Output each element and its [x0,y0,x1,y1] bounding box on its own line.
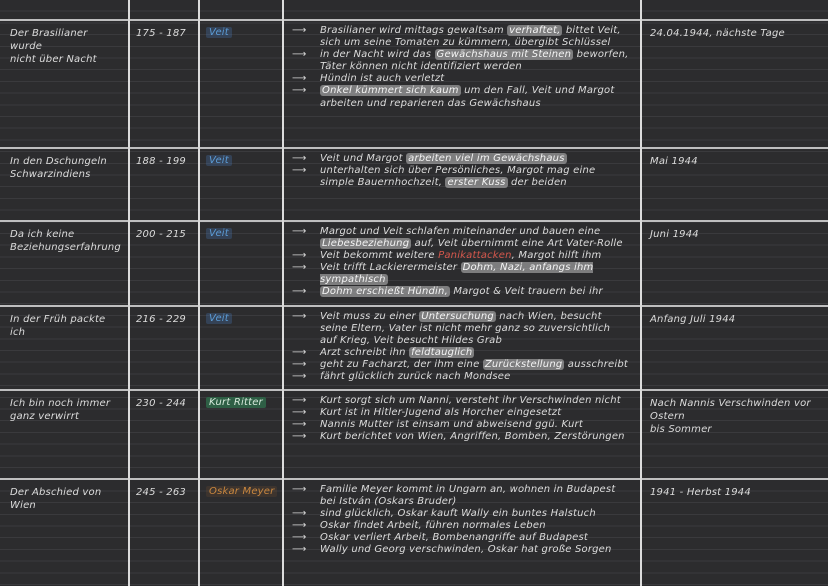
note-text: um den Fall, Veit und Margot [460,85,615,97]
note-text: Brasilianer wird mittags gewaltsam [320,25,508,36]
arrow-icon: ⟶ [292,431,307,443]
note-text: simple Bauernhochzeit, [320,177,446,189]
table-row [0,220,828,305]
bullet-item [292,73,636,85]
chapter-title: Ich bin noch immer ganz verwirrt [10,398,111,422]
chapter-title: Der Brasilianer wurde nicht über Nacht [10,28,97,65]
note-text: fährt glücklich zurück nach Mondsee [320,371,511,383]
bullet-list [282,147,640,220]
note-text: arbeiten und reparieren das Gewächshaus [320,97,541,109]
note-text: beworfen, [573,49,629,61]
note-text: bei István (Oskars Bruder) [320,496,457,508]
note-text: in der Nacht wird das [320,49,435,61]
highlighted-text: Liebesbeziehung [322,238,410,250]
highlighted-text: Untersuchung [421,311,494,322]
character-cell [198,389,282,478]
bullet-item [292,311,636,347]
bullet-item [292,544,636,556]
bullet-item [292,226,636,250]
arrow-icon: ⟶ [292,532,307,544]
character-name: Veit [206,27,232,38]
date-range: Anfang Juli 1944 [650,314,736,325]
bullet-item [292,359,636,371]
character-name: Kurt Ritter [206,397,266,408]
table-row [0,19,828,147]
bullet-item [292,153,636,165]
highlighted-text: Dohm, Nazi, anfangs ihm sympathisch [320,262,594,286]
red-text: Panikattacken [438,250,512,262]
note-text: , Margot hilft ihm [511,250,602,262]
note-text: Veit bekommt weitere [320,250,439,262]
table-row [0,147,828,220]
chapter-title: In der Früh packte ich [10,314,106,338]
arrow-icon: ⟶ [292,520,307,532]
page-range: 230 - 244 [136,398,186,409]
note-text: ausschreibt [564,359,629,371]
note-text: Margot und Veit schlafen miteinander und bauen eine [320,226,601,237]
highlighted-text: erster Kuss [447,177,506,189]
bullet-item [292,250,636,262]
bullet-item [292,520,636,532]
bullet-item [292,25,636,49]
note-text: Kurt ist in Hitler-Jugend als Horcher eingesetzt [320,407,562,419]
table-row [0,305,828,389]
arrow-icon: ⟶ [292,508,307,520]
bullet-item [292,165,636,189]
bullet-item [292,85,636,109]
arrow-icon: ⟶ [292,85,307,97]
note-text: Veit muss zu einer [320,311,420,322]
arrow-icon: ⟶ [292,250,307,262]
arrow-icon: ⟶ [292,165,307,177]
arrow-icon: ⟶ [292,544,307,556]
bullet-list [282,478,640,586]
character-cell [198,220,282,305]
page-range: 245 - 263 [136,487,186,498]
highlighted-text: Dohm erschießt Hündin, [322,286,448,298]
note-text: Oskar findet Arbeit, führen normales Leben [320,520,546,532]
page-range: 188 - 199 [136,156,186,167]
note-text: der beiden [507,177,567,189]
character-name: Veit [206,228,232,239]
arrow-icon: ⟶ [292,419,307,431]
note-text: sich um seine Tomaten zu kümmern, übergibt Schlüssel [320,37,611,49]
note-text: nach Wien, besucht [495,311,602,322]
character-name: Oskar Meyer [206,486,277,497]
note-text: Veit trifft Lackierermeister [320,262,461,274]
note-text: Täter können nicht identifiziert werden [320,61,522,73]
bullet-list [282,220,640,305]
date-range: 24.04.1944, nächste Tage [650,28,785,39]
bullet-item [292,286,636,298]
bullet-item [292,532,636,544]
arrow-icon: ⟶ [292,347,307,359]
arrow-icon: ⟶ [292,286,307,298]
note-text: Kurt sorgt sich um Nanni, versteht ihr Verschwinden nicht [320,395,621,406]
arrow-icon: ⟶ [292,226,307,237]
note-text: Wally und Georg verschwinden, Oskar hat große Sorgen [320,544,612,556]
character-name: Veit [206,313,232,324]
chapter-title: Der Abschied von Wien [10,487,102,511]
bullet-item [292,407,636,419]
arrow-icon: ⟶ [292,371,307,383]
date-range: Mai 1944 [650,156,698,167]
table-row [0,389,828,478]
character-name: Veit [206,155,232,166]
character-cell [198,147,282,220]
chapter-title: Da ich keine Beziehungserfahrung [10,229,121,253]
note-text: Oskar verliert Arbeit, Bombenangriffe auf Budapest [320,532,589,544]
arrow-icon: ⟶ [292,484,307,495]
date-range: 1941 - Herbst 1944 [650,487,751,498]
note-text: auf, Veit übernimmt eine Art Vater-Rolle [411,238,623,250]
highlighted-text: verhaftet, [509,25,561,36]
arrow-icon: ⟶ [292,359,307,371]
bullet-item [292,371,636,383]
page-range: 200 - 215 [136,229,186,240]
note-text: Veit und Margot [320,153,407,164]
arrow-icon: ⟶ [292,395,307,406]
arrow-icon: ⟶ [292,262,307,274]
note-text: auf Krieg, Veit besucht Hildes Grab [320,335,503,347]
note-text: seine Eltern, Vater ist nicht mehr ganz so zuversichtlich [320,323,611,335]
arrow-icon: ⟶ [292,407,307,419]
bullet-list [282,19,640,147]
bullet-item [292,419,636,431]
arrow-icon: ⟶ [292,73,307,85]
bullet-item [292,431,636,443]
note-text: geht zu Facharzt, der ihm eine [320,359,483,371]
page-range: 216 - 229 [136,314,186,325]
table-row [0,478,828,586]
bullet-item [292,262,636,286]
highlighted-text: arbeiten viel im Gewächshaus [408,153,565,164]
rows [0,19,828,586]
chapter-title: In den Dschungeln Schwarzindiens [10,156,107,180]
highlighted-text: Gewächshaus mit Steinen [436,49,572,61]
bullet-item [292,508,636,520]
page-range: 175 - 187 [136,28,186,39]
highlighted-text: Onkel kümmert sich kaum [322,85,459,97]
bullet-list [282,389,640,478]
character-cell [198,478,282,586]
note-text: Margot & Veit trauern bei ihr [449,286,603,298]
note-text: unterhalten sich über Persönliches, Margot mag eine [320,165,596,177]
bullet-item [292,347,636,359]
note-text: Hündin ist auch verletzt [320,73,445,85]
highlighted-text: Zurückstellung [484,359,563,371]
date-range: Juni 1944 [650,229,699,240]
date-range: Nach Nannis Verschwinden vor Ostern bis Sommer [650,398,811,435]
arrow-icon: ⟶ [292,25,307,36]
character-cell [198,19,282,147]
note-text: Kurt berichtet von Wien, Angriffen, Bomben, Zerstörungen [320,431,625,443]
bullet-item [292,49,636,73]
arrow-icon: ⟶ [292,153,307,164]
bullet-item [292,395,636,407]
note-text: sind glücklich, Oskar kauft Wally ein buntes Halstuch [320,508,596,520]
note-text: Arzt schreibt ihn [320,347,410,359]
character-cell [198,305,282,389]
bullet-item [292,484,636,508]
arrow-icon: ⟶ [292,311,307,322]
note-text: Familie Meyer kommt in Ungarn an, wohnen in Budapest [320,484,616,495]
arrow-icon: ⟶ [292,49,307,61]
bullet-list [282,305,640,389]
note-text: Nannis Mutter ist einsam und abweisend ggü. Kurt [320,419,583,431]
highlighted-text: feldtauglich [411,347,473,359]
note-text: bittet Veit, [562,25,621,36]
